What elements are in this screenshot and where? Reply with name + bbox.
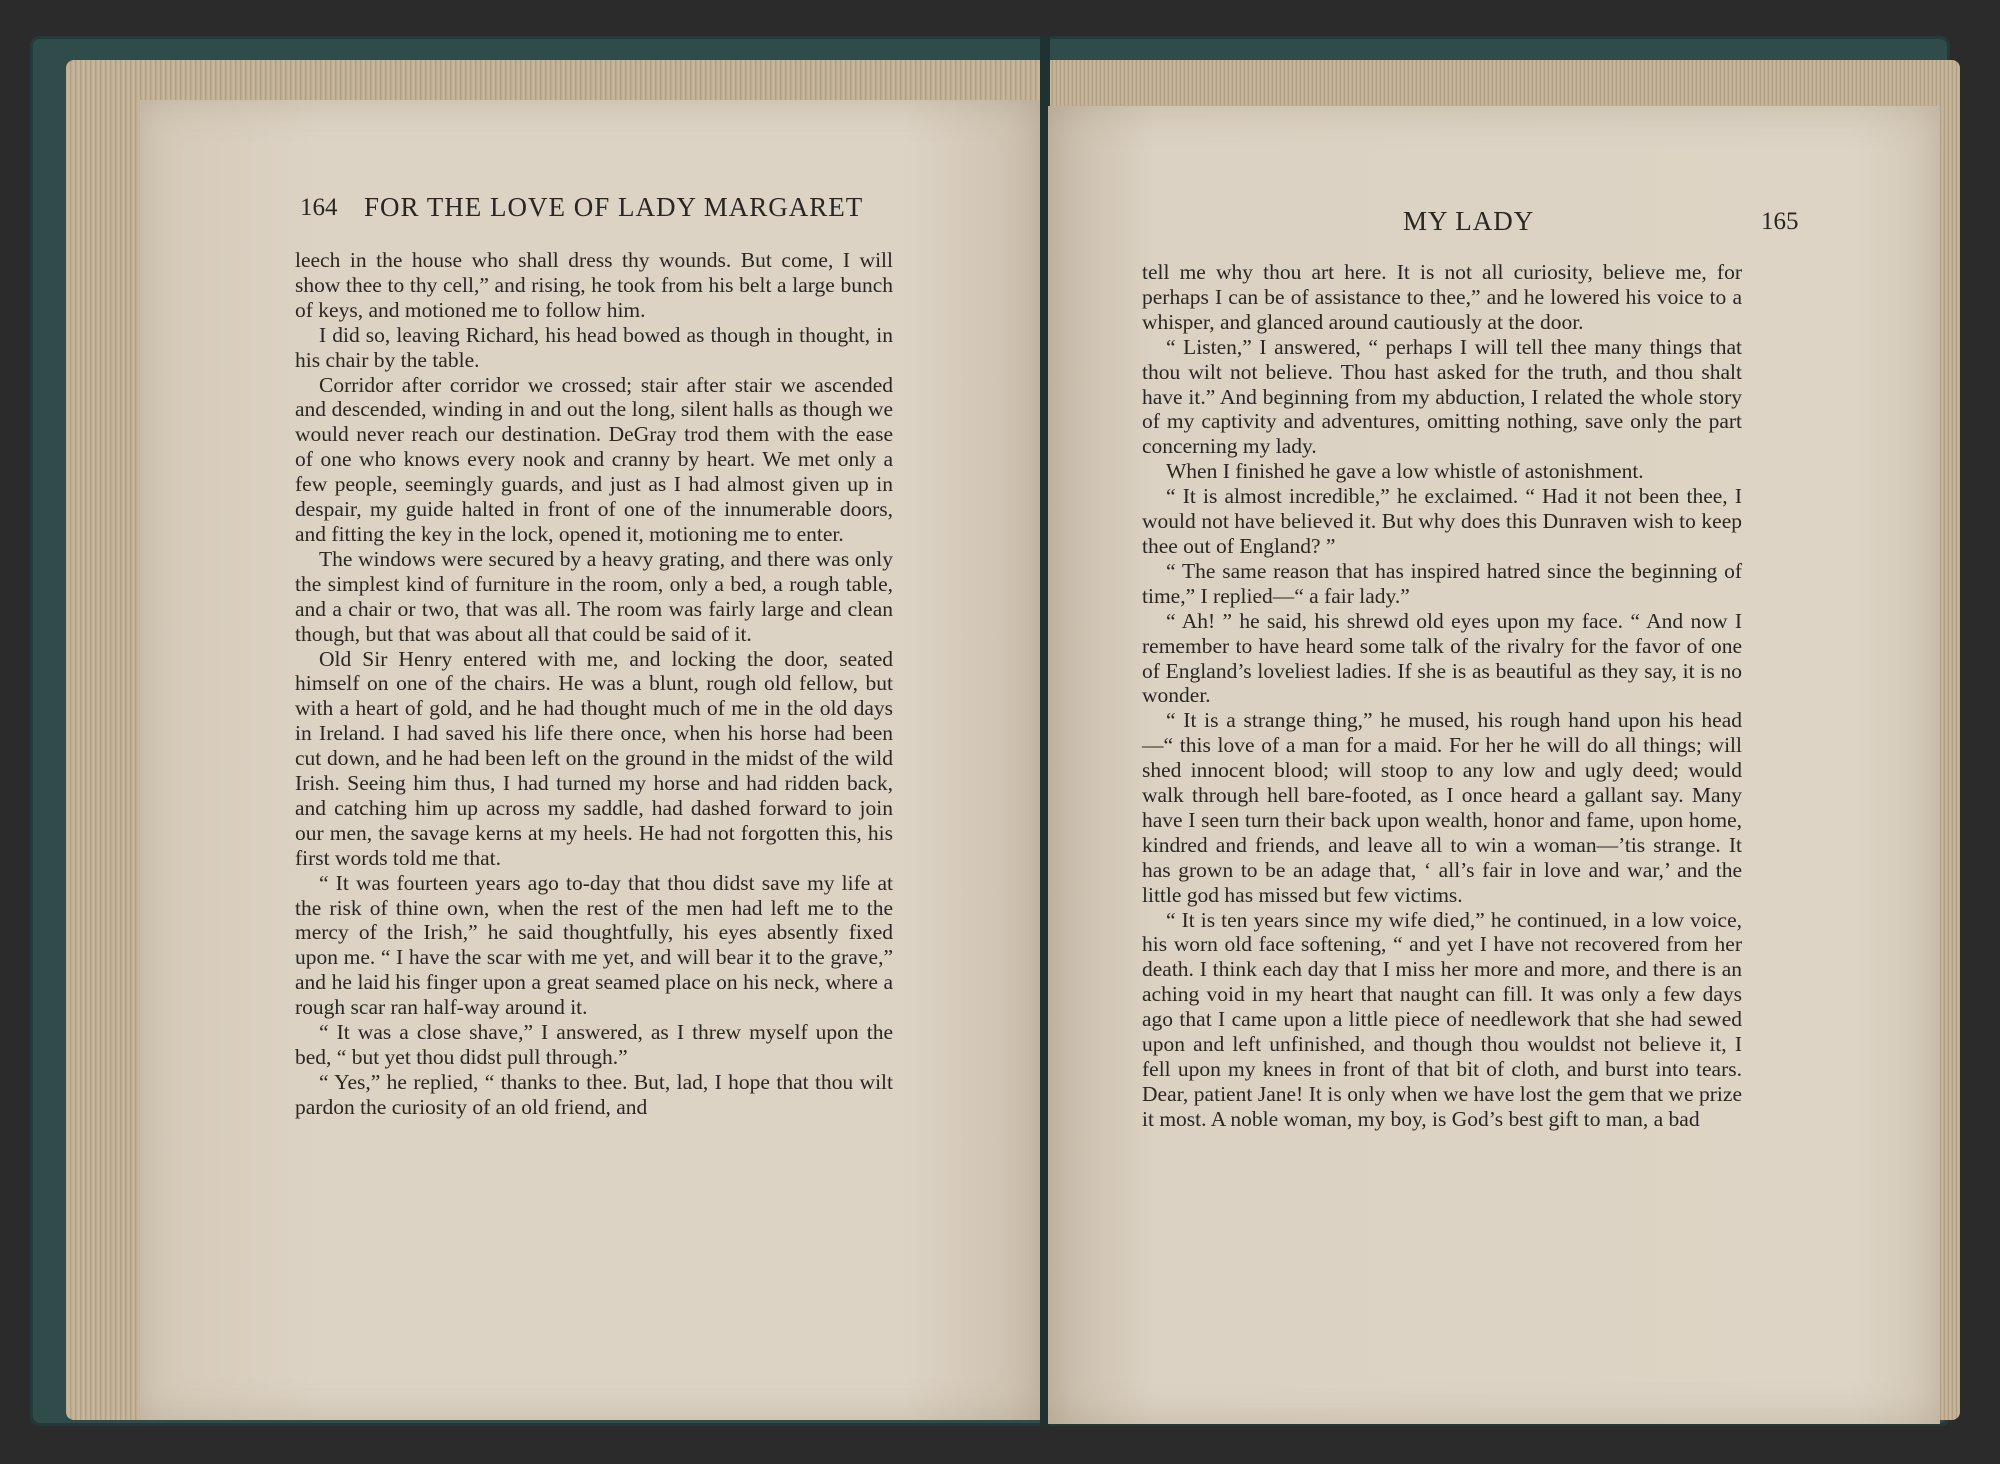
paragraph: “ It is almost incredible,” he exclaimed. “ Had it not been thee, I would not have believed it. But why does this Dunraven wish to keep thee out of England? ”	[1142, 484, 1742, 558]
paragraph: “ It is ten years since my wife died,” he continued, in a low voice, his worn old face softening, “ and yet I have not recovered from her death. I think each day that I miss her more and more, and there is an aching void in my heart that naught can fill. It was only a few days ago that I came upon a little piece of needlework that she had sewed upon and left unfinished, and though thou wouldst not believe it, I fell upon my knees in front of that bit of cloth, and burst into tears. Dear, patient Jane! It is only when we have lost the gem that we prize it most. A noble woman, my boy, is God’s best gift to man, a bad	[1142, 907, 1742, 1131]
page-number: 164	[300, 194, 338, 221]
paragraph: “ It is a strange thing,” he mused, his rough hand upon his head—“ this love of a man for a maid. For her he will do all things; will shed innocent blood; will stoop to any low and ugly deed; would walk through hell bare-footed, as I once heard a gallant say. Many have I seen turn their back upon wealth, honor and fame, upon home, kindred and friends, and leave all to win a woman—’tis strange. It has grown to be an adage that, ‘ all’s fair in love and war,’ and the little god has missed but few victims.	[1142, 708, 1742, 907]
page-number: 165	[1761, 208, 1799, 235]
page-body	[295, 248, 893, 1120]
paragraph: leech in the house who shall dress thy wounds. But come, I will show thee to thy cell,” and rising, he took from his belt a large bunch of keys, and motioned me to follow him.	[295, 248, 893, 322]
paragraph: tell me why thou art here. It is not all curiosity, believe me, for perhaps I can be of assistance to thee,” and he lowered his voice to a whisper, and glanced around cautiously at the door.	[1142, 260, 1742, 334]
running-head: MY LADY	[1403, 206, 1535, 236]
right-page	[1048, 106, 1940, 1424]
paragraph: “ Listen,” I answered, “ perhaps I will tell thee many things that thou wilt not believe. Thou hast asked for the truth, and thou shalt have it.” And beginning from my abduction, I related the whole story of my captivity and adventures, omitting nothing, save only the part concerning my lady.	[1142, 334, 1742, 459]
running-head: FOR THE LOVE OF LADY MARGARET	[364, 192, 864, 222]
paragraph: “ The same reason that has inspired hatred since the beginning of time,” I replied—“ a fair lady.”	[1142, 558, 1742, 608]
paragraph: “ Ah! ” he said, his shrewd old eyes upon my face. “ And now I remember to have heard some talk of the rivalry for the favor of one of England’s loveliest ladies. If she is as beautiful as they say, it is no wonder.	[1142, 608, 1742, 708]
paragraph: Corridor after corridor we crossed; stair after stair we ascended and descended, winding in and out the long, silent halls as though we would never reach our destination. DeGray trod them with the ease of one who knows every nook and cranny by heart. We met only a few people, seemingly guards, and just as I had almost given up in despair, my guide halted in front of one of the innumerable doors, and fitting the key in the lock, opened it, motioning me to enter.	[295, 372, 893, 546]
paragraph: The windows were secured by a heavy grating, and there was only the simplest kind of furniture in the room, only a bed, a rough table, and a chair or two, that was all. The room was fairly large and clean though, but that was about all that could be said of it.	[295, 546, 893, 646]
paragraph: When I finished he gave a low whistle of astonishment.	[1166, 459, 1644, 484]
paragraph: “ Yes,” he replied, “ thanks to thee. But, lad, I hope that thou wilt pardon the curiosity of an old friend, and	[295, 1069, 893, 1119]
left-page	[140, 100, 1040, 1420]
paragraph: Old Sir Henry entered with me, and locking the door, seated himself on one of the chairs. He was a blunt, rough old fellow, but with a heart of gold, and he had thought much of me in the old days in Ireland. I had saved his life there once, when his horse had been cut down, and he had been left on the ground in the midst of the wild Irish. Seeing him thus, I had turned my horse and had ridden back, and catching him up across my saddle, had dashed forward to join our men, the savage kerns at my heels. He had not forgotten this, his first words told me that.	[295, 646, 893, 870]
page-body	[1142, 260, 1742, 1132]
paragraph: “ It was fourteen years ago to-day that thou didst save my life at the risk of thine own, when the rest of the men had left me to the mercy of the Irish,” he said thoughtfully, his eyes absently fixed upon me. “ I have the scar with me yet, and will bear it to the grave,” and he laid his finger upon a great seamed place on his neck, where a rough scar ran half-way around it.	[295, 870, 893, 1020]
paragraph: “ It was a close shave,” I answered, as I threw myself upon the bed, “ but yet thou didst pull through.”	[295, 1020, 893, 1069]
paragraph: I did so, leaving Richard, his head bowed as though in thought, in his chair by the table.	[295, 322, 893, 372]
